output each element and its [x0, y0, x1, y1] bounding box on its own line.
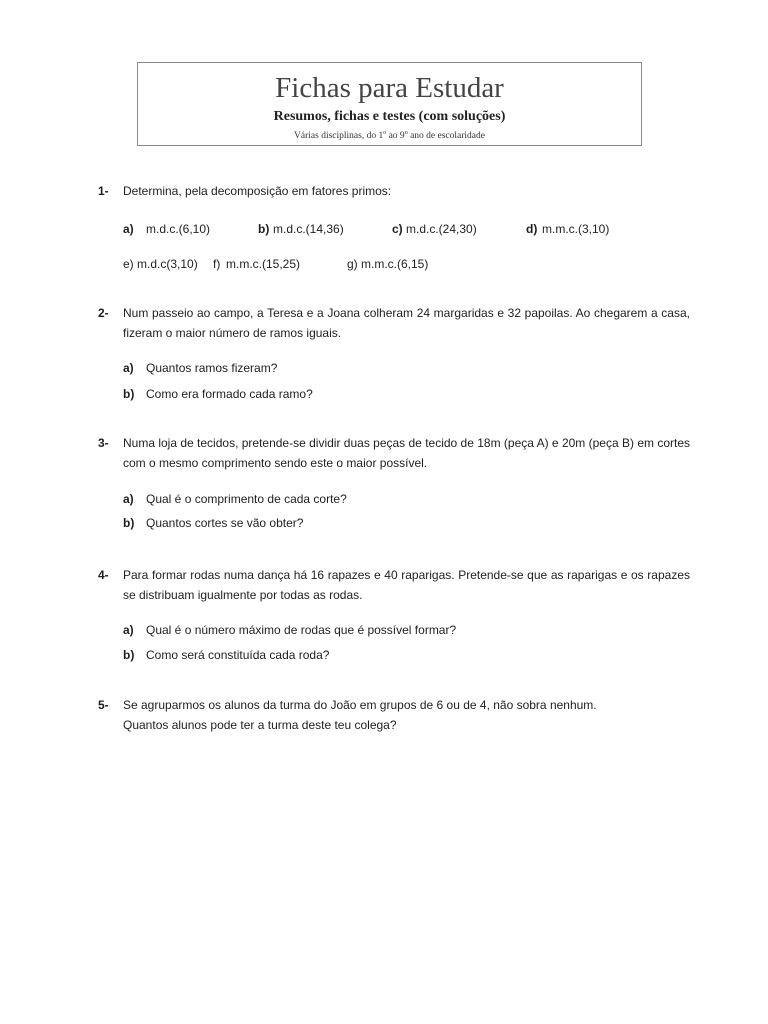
- question-2: [0, 303, 768, 403]
- question-number: 5-: [98, 698, 109, 712]
- item-text: m.d.c(3,10): [137, 257, 198, 271]
- question-5: [0, 695, 768, 745]
- tagline-part: Várias disciplinas, do 1: [294, 131, 384, 142]
- item-label: b): [123, 387, 135, 401]
- item-text: Qual é o número máximo de rodas que é possível formar?: [146, 623, 457, 637]
- item-label: b): [258, 222, 270, 236]
- item-label: f): [213, 257, 221, 271]
- question-3: [0, 433, 768, 533]
- tagline-part: ao 9: [386, 131, 405, 142]
- page-title: Fichas para Estudar: [275, 72, 504, 104]
- page-subtitle: Resumos, fichas e testes (com soluções): [273, 109, 506, 124]
- item-text: m.d.c.(14,36): [273, 222, 344, 236]
- item-label: c): [392, 222, 403, 236]
- item-text: Como era formado cada ramo?: [146, 387, 313, 401]
- question-number: 3-: [98, 436, 109, 450]
- item-label: d): [526, 222, 538, 236]
- question-text: Numa loja de tecidos, pretende-se dividir duas peças de tecido de 18m (peça A) e 20m (peça B) em cortes com o mesmo comprimento sendo este o maior possível.: [123, 436, 690, 470]
- tagline-part: ano de escolaridade: [407, 131, 485, 142]
- question-4: [0, 565, 768, 665]
- item-text: Como será constituída cada roda?: [146, 648, 330, 662]
- question-text: Determina, pela decomposição em fatores primos:: [123, 184, 392, 198]
- item-text: m.d.c.(6,10): [146, 222, 211, 236]
- header-box: [137, 62, 642, 146]
- item-text: m.m.c.(3,10): [542, 222, 610, 236]
- question-number: 2-: [98, 306, 109, 320]
- question-text: Se agruparmos os alunos da turma do João em grupos de 6 ou de 4, não sobra nenhum.: [123, 698, 597, 712]
- item-label: a): [123, 623, 134, 637]
- tagline-superscript: o: [404, 130, 408, 136]
- question-text-line2: Quantos alunos pode ter a turma deste teu colega?: [123, 718, 397, 732]
- item-label: b): [123, 648, 135, 662]
- item-text: m.d.c.(24,30): [406, 222, 477, 236]
- question-1: [0, 181, 768, 281]
- question-number: 4-: [98, 568, 109, 582]
- question-number: 1-: [98, 184, 109, 198]
- item-label: g): [347, 257, 358, 271]
- item-label: a): [123, 222, 134, 236]
- item-text: Quantos ramos fizeram?: [146, 361, 278, 375]
- page-tagline: [138, 127, 641, 142]
- item-text: Qual é o comprimento de cada corte?: [146, 492, 347, 506]
- tagline-superscript: o: [383, 130, 387, 136]
- question-text: Num passeio ao campo, a Teresa e a Joana colheram 24 margaridas e 32 papoilas. Ao chegarem a casa, fizeram o maior número de ramos iguais.: [123, 306, 690, 340]
- item-label: a): [123, 492, 134, 506]
- item-text: m.m.c.(15,25): [226, 257, 301, 271]
- item-label: e): [123, 257, 134, 271]
- item-label: b): [123, 516, 135, 530]
- item-label: a): [123, 361, 134, 375]
- question-text: Para formar rodas numa dança há 16 rapazes e 40 raparigas. Pretende-se que as raparigas e os rapazes se distribuam igualmente por todas as rodas.: [123, 568, 690, 602]
- item-text: Quantos cortes se vão obter?: [146, 516, 304, 530]
- item-text: m.m.c.(6,15): [361, 257, 429, 271]
